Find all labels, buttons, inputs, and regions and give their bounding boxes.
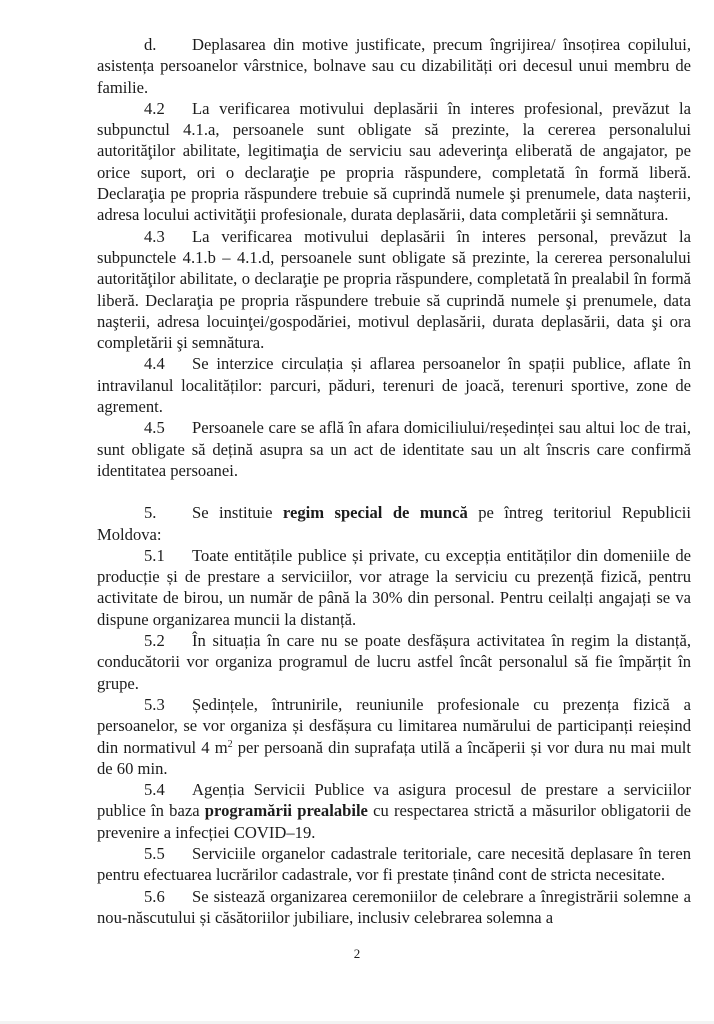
paragraph-text: cu respectarea strictă a măsurilor obligatorii de prevenire a infecției COVID–19.: [97, 801, 691, 842]
paragraph-number: 5.6: [144, 886, 165, 906]
paragraph-number: 5.5: [144, 843, 165, 863]
page-number: 2: [353, 946, 361, 961]
paragraph-text: Ședințele, întrunirile, reuniunile profesionale cu prezența fizică a persoanelor, se vor organiza și desfășura cu limitarea numărului de participanți reieșind din normativul 4 m: [97, 694, 691, 757]
paragraph-number: 4.3: [144, 226, 165, 246]
paragraph-4-5: [97, 417, 691, 481]
paragraph-5-4: [97, 779, 691, 843]
paragraph-number: 4.2: [144, 98, 165, 118]
bold-emphasis: programării prealabile: [204, 801, 368, 821]
paragraph-text: Se interzice circulația și aflarea persoanelor în spații publice, aflate în intravilanul localităților: parcuri, păduri, terenuri de joacă, terenuri sportive, zone de agrement.: [97, 354, 691, 417]
paragraph-5-5: [97, 843, 691, 886]
paragraph-number: 5.3: [144, 694, 165, 714]
paragraph-4-3: [97, 226, 691, 354]
paragraph-text: La verificarea motivului deplasării în interes profesional, prevăzut la subpunctul 4.1.a, persoanele sunt obligate să prezinte, la cererea personalului autorităţilor abilitate, legitimaţia de serviciu sau adeverinţa eliberată de angajator, pe orice suport, ori o declaraţie pe propria răspundere, completată în formă liberă. Declaraţia pe propria răspundere trebuie să cuprindă numele şi prenumele, data naşterii, adresa locului activităţii profesionale, durata deplasării, data completării şi semnătura.: [97, 98, 691, 225]
paragraph-text: Serviciile organelor cadastrale teritoriale, care necesită deplasare în teren pentru efectuarea lucrărilor cadastrale, vor fi prestate ținând cont de stricta necesitate.: [97, 843, 691, 885]
paragraph-text: Se instituie: [192, 503, 283, 523]
paragraph-text: Se sistează organizarea ceremoniilor de celebrare a înregistrării solemne a nou-născutului și căsătoriilor jubiliare, inclusiv celebrarea solemna a: [97, 886, 691, 927]
bold-emphasis: regim special de muncă: [282, 503, 468, 523]
paragraph-number: 5.4: [144, 780, 165, 800]
paragraph-number: 5.1: [144, 545, 165, 565]
paragraph-text: per persoană din suprafața utilă a încăperii și vor dura nu mai mult de 60 min.: [97, 737, 691, 778]
paragraph-spacer: [97, 481, 691, 502]
paragraph-text: Toate entitățile publice și private, cu excepția entităților din domeniile de producție și de prestare a serviciilor, vor atrage la serviciu cu prezență fizică, pentru activitate de birou, un număr de până la 30% din personal. Pentru ceilalți angajați se va dispune organizarea muncii la distanță.: [97, 545, 691, 629]
paragraph-number: 5.: [144, 503, 157, 523]
paragraph-5-2: [97, 630, 691, 694]
paragraph-text: Deplasarea din motive justificate, precum îngrijirea/ însoțirea copilului, asistența persoanelor vârstnice, bolnave sau cu dizabilități ori decesul unui membru de familie.: [97, 35, 691, 97]
paragraph-number: 5.2: [144, 631, 165, 651]
paragraph-4-2: [97, 98, 691, 226]
paragraph-5: [97, 502, 691, 545]
paragraph-text: pe întreg teritoriul Republicii Moldova:: [97, 503, 692, 544]
paragraph-number: 4.4: [144, 354, 165, 374]
paragraph-text: Persoanele care se află în afara domiciliului/reședinței sau altui loc de trai, sunt obligate să dețină asupra sa un act de identitate sau un alt înscris care confirmă identitatea persoanei.: [97, 418, 691, 480]
paragraph-4-4: [97, 353, 691, 417]
paragraph-5-3: [97, 694, 691, 779]
paragraph-number: 4.5: [144, 418, 165, 438]
paragraph-number: d.: [144, 35, 157, 54]
document-body: [97, 34, 691, 928]
paragraph-text: Agenția Servicii Publice va asigura procesul de prestare a serviciilor publice în baza: [97, 780, 691, 821]
paragraph-text: La verificarea motivului deplasării în interes personal, prevăzut la subpunctele 4.1.b – 4.1.d, persoanele sunt obligate să prezinte, la cererea personalului autorităţilor abilitate, o declaraţie pe propria răspundere, completată în prealabil în formă liberă. Declaraţia pe propria răspundere trebuie să cuprindă numele şi prenumele, data naşterii, adresa locuinţei/gospodăriei, motivul deplasării, durata deplasării, data şi ora completării şi semnătura.: [97, 226, 691, 353]
paragraph-text: În situația în care nu se poate desfășura activitatea în regim la distanță, conducătorii vor organiza programul de lucru astfel încât personalul să fie împărțit în grupe.: [97, 631, 691, 693]
paragraph-5-6: [97, 886, 691, 929]
paragraph-5-1: [97, 545, 691, 630]
paragraph-4-1-d: [97, 34, 691, 98]
superscript: 2: [227, 738, 233, 750]
